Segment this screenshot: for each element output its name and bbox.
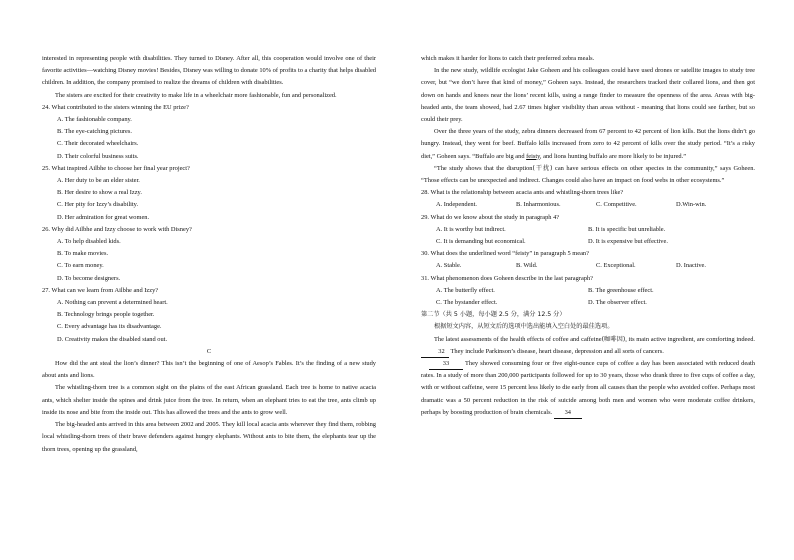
- option-a: A. The fashionable company.: [57, 116, 132, 124]
- option-c: C. It is demanding but economical.: [436, 238, 526, 246]
- option-d: D.Win-win.: [676, 201, 707, 209]
- option-c: C. Their decorated wheelchairs.: [57, 140, 139, 148]
- question-30: [421, 248, 755, 272]
- option-b: B. To make movies.: [57, 250, 109, 258]
- coffee-paragraph: [421, 334, 755, 358]
- sisters-paragraph: The sisters are excited for their creativity to make life in a wheelchair more fashionable, fun and personalized.: [55, 91, 337, 99]
- diet-text: Over the three years of the study, zebra dinners decreased from 67 percent to 42 percent of lion kills. But the lions didn’t go hungry. Instead, they went for beef. Buffalo kills increased from zero to 42 percent of kills over the study period. “It’s a risky diet,” Goheen says. “Buffalo are big and: [421, 128, 755, 160]
- question-stem: 26. Why did Ailbhe and Izzy choose to work with Disney?: [42, 225, 192, 233]
- option-d: D. Her admiration for great women.: [57, 213, 150, 221]
- question-stem: 29. What do we know about the study in paragraph 4?: [421, 213, 560, 221]
- disruption-text-end: can have serious effects on other species in the community,” says Goheen. “Those effects can be unexpected and indirect. Changes could also have an impact on food webs in other ecosystems.”: [421, 164, 755, 185]
- option-d: D. Their colorful business suits.: [57, 152, 139, 160]
- option-a: A. The butterfly effect.: [436, 286, 495, 294]
- chinese-gloss: (咖啡因): [601, 335, 626, 343]
- options-row: [421, 260, 755, 272]
- option-b: B. Technology brings people together.: [57, 311, 155, 319]
- chinese-gloss: (干扰): [532, 164, 553, 172]
- question-stem: 24. What contributed to the sisters winning the EU prize?: [42, 103, 189, 111]
- question-31: [421, 273, 755, 310]
- question-24: [42, 102, 376, 163]
- disruption-text: “The study shows that the disruption: [434, 164, 533, 172]
- whistling-thorn-paragraph: The whistling-thorn tree is a common sight on the plains of the east African grassland. Each tree is home to native acacia ants, which shelter inside the spines and drink juice from the tree. In return, when an elephant tries to eat the tree, ants climb up inside its nose and bite from the inside out. This has allowed the trees and the ants to grow well.: [42, 384, 376, 416]
- ant-lion-intro: How did the ant steal the lion’s dinner? This isn’t the beginning of one of Aesop’s Fables. It’s the finding of a new study about ants and lions.: [42, 360, 376, 380]
- diet-text-end: , and lions hunting buffalo are more likely to be injured.”: [539, 152, 687, 160]
- options-row: [421, 297, 755, 309]
- disruption-paragraph: [421, 163, 755, 187]
- question-29: [421, 212, 755, 249]
- question-stem: 31. What phenomenon does Goheen describe in the last paragraph?: [421, 274, 594, 282]
- big-headed-ants-paragraph: The big-headed ants arrived in this area between 2002 and 2005. They kill local acacia ants wherever they find them, robbing local whistling-thorn trees of their brave defenders against hungry elephants. Without ants to bite them, the elephants tear up the thorn trees, opening up the grassland,: [42, 421, 376, 453]
- option-d: D. To become designers.: [57, 274, 121, 282]
- question-27: [42, 285, 376, 346]
- option-b: B. Her desire to show a real Izzy.: [57, 189, 142, 197]
- option-d: D. The observer effect.: [588, 299, 647, 307]
- question-28: [421, 187, 755, 211]
- question-stem: 27. What can we learn from Ailbhe and Izzy?: [42, 286, 159, 294]
- option-d: D. Creativity makes the disabled stand out.: [57, 335, 168, 343]
- option-c: C. Every advantage has its disadvantage.: [57, 323, 162, 331]
- option-a: A. Her duty to be an elder sister.: [57, 177, 140, 185]
- question-26: [42, 224, 376, 285]
- option-a: A. To help disabled kids.: [57, 238, 121, 246]
- options-row: [421, 236, 755, 248]
- option-a: A. It is worthy but indirect.: [436, 225, 506, 233]
- left-column: [42, 53, 376, 456]
- option-b: B. Inharmonious.: [516, 201, 561, 209]
- study-results-paragraph: [421, 358, 755, 419]
- option-c: C. Her pity for Izzy’s disability.: [57, 201, 139, 209]
- option-d: D. It is expensive but effective.: [588, 238, 668, 246]
- option-b: B. Wild.: [516, 262, 538, 270]
- underlined-word: feisty: [526, 152, 540, 160]
- section-2-title: 第二节（共 5 小题，每小题 2.5 分，满分 12.5 分）: [421, 311, 566, 319]
- question-25: [42, 163, 376, 224]
- disney-paragraph: interested in representing people with disabilities. They turned to Disney. After all, this cooperation would involve one of their favorite activities—watching Disney movies! Besides, Disney was willing to donate 10% of profits to a charity that helps disabled children. In addition, the company promised to realize the dreams of children with disabilities.: [42, 55, 376, 87]
- section-2-instructions: 根据短文内容，从短文后的选项中选出能填入空白处的最佳选项。: [434, 323, 614, 331]
- option-c: C. The bystander effect.: [436, 299, 498, 307]
- option-a: A. Nothing can prevent a determined heart.: [57, 299, 168, 307]
- zebra-paragraph: which makes it harder for lions to catch their preferred zebra meals.: [421, 55, 595, 62]
- option-a: A. Independent.: [436, 201, 477, 209]
- blank-32[interactable]: 32: [421, 347, 449, 358]
- options-row: [421, 199, 755, 211]
- coffee-text-end: They include Parkinson’s disease, heart disease, depression and all sorts of cancers.: [449, 347, 664, 355]
- option-d: D. Inactive.: [676, 262, 706, 270]
- option-b: B. The greenhouse effect.: [588, 286, 654, 294]
- question-stem: 30. What does the underlined word “feisty” in paragraph 5 mean?: [421, 250, 589, 258]
- blank-34[interactable]: 34: [554, 408, 582, 419]
- study-paragraph: In the new study, wildlife ecologist Jake Goheen and his colleagues could have used drones or satellite images to study tree cover, but “we don’t have that kind of money,” Goheen says. Instead, the researchers tracked their collared lions, and then got down on hands and knees near the lions’ recent kills, using a range finder to measure the openness of the area. Areas with big-headed ants, the team showed, had 2.67 times higher visibility than areas without - meaning that lions could see farther, but so could their prey.: [421, 67, 755, 124]
- right-column: [421, 53, 755, 419]
- question-stem: 25. What inspired Ailbhe to choose her final year project?: [42, 164, 190, 172]
- options-row: [421, 285, 755, 297]
- option-b: B. The eye-catching pictures.: [57, 128, 132, 136]
- coffee-text-mid: , its main active ingredient, are comforting indeed.: [625, 335, 755, 343]
- blank-33[interactable]: 33: [429, 359, 463, 370]
- study-results-text: They showed consuming four or five eight-ounce cups of coffee a day has been associated with reduced death rates. In a study of more than 200,000 participants followed for up to 30 years, those who drank three to five cups of coffee a day, with or without caffeine, were 15 percent less likely to die early from all causes than the people who avoided coffee. Perhaps most dramatic was a 50 percent reduction in the risk of suicide among both men and women who were moderate coffee drinkers, perhaps by boosting production of brain chemicals.: [421, 360, 755, 416]
- question-stem: 28. What is the relationship between acacia ants and whistling-thorn trees like?: [421, 189, 624, 197]
- coffee-text: The latest assessments of the health effects of coffee and caffeine: [434, 335, 602, 343]
- option-c: C. Competitive.: [596, 201, 637, 209]
- option-a: A. Stable.: [436, 262, 462, 270]
- options-row: [421, 224, 755, 236]
- option-c: C. To earn money.: [57, 262, 104, 270]
- section-heading: C: [206, 347, 212, 355]
- diet-paragraph: [421, 126, 755, 163]
- option-b: B. It is specific but unreliable.: [588, 225, 666, 233]
- option-c: C. Exceptional.: [596, 262, 636, 270]
